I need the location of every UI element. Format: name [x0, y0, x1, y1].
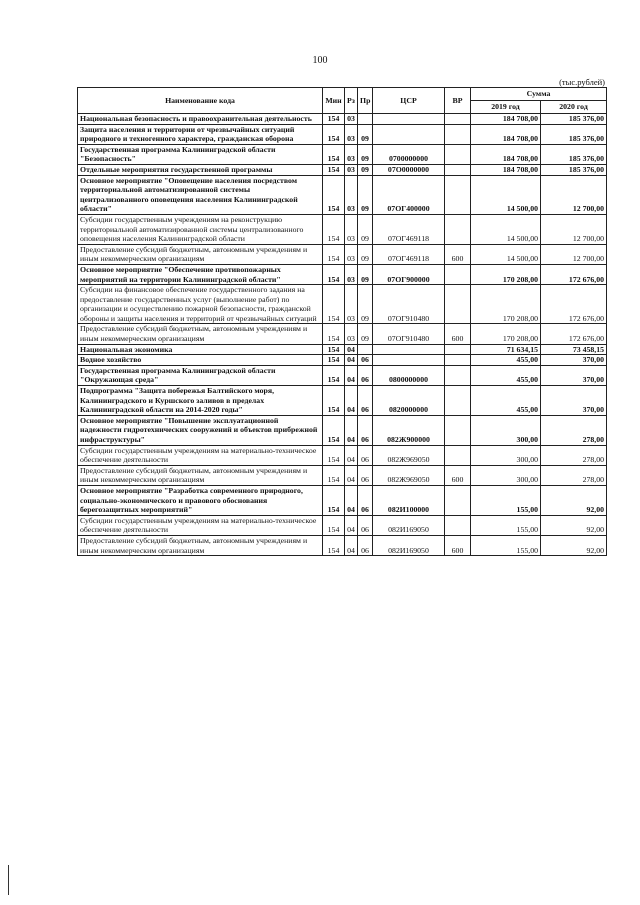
cell-csr: 0820000000 [373, 386, 445, 416]
cell-vr [445, 285, 471, 324]
cell-name: Подпрограмма "Защита побережья Балтийского моря, Калининградского и Куршского заливов в пределах Калининградской области на 2014-2020 годы" [78, 386, 323, 416]
cell-min: 154 [323, 144, 345, 164]
cell-v2019: 455,00 [471, 355, 541, 366]
cell-v2019: 184 708,00 [471, 124, 541, 144]
cell-rz: 03 [345, 324, 358, 344]
cell-vr [445, 175, 471, 214]
cell-csr: 07ОГ469118 [373, 214, 445, 244]
cell-csr: 0800000000 [373, 365, 445, 385]
cell-vr [445, 365, 471, 385]
cell-pr [358, 114, 373, 125]
cell-pr: 06 [358, 355, 373, 366]
cell-vr [445, 214, 471, 244]
cell-rz: 04 [345, 415, 358, 445]
cell-pr: 06 [358, 365, 373, 385]
cell-vr: 600 [445, 244, 471, 264]
cell-v2019: 170 208,00 [471, 264, 541, 284]
table-body [78, 114, 607, 556]
header-rz: Рз [345, 88, 358, 114]
cell-name: Национальная экономика [78, 344, 323, 355]
cell-vr [445, 164, 471, 175]
cell-vr [445, 485, 471, 515]
cell-vr [445, 114, 471, 125]
header-2020: 2020 год [541, 101, 607, 114]
cell-v2020: 370,00 [541, 365, 607, 385]
cell-v2020: 92,00 [541, 485, 607, 515]
cell-rz: 03 [345, 264, 358, 284]
table-row [78, 144, 607, 164]
cell-pr: 06 [358, 415, 373, 445]
cell-v2019: 170 208,00 [471, 285, 541, 324]
cell-rz: 03 [345, 124, 358, 144]
table-row [78, 535, 607, 555]
cell-rz: 03 [345, 214, 358, 244]
cell-min: 154 [323, 114, 345, 125]
table-row [78, 445, 607, 465]
table-row [78, 465, 607, 485]
cell-csr: 082Ж969050 [373, 465, 445, 485]
cell-csr: 07ОГ910480 [373, 324, 445, 344]
cell-csr [373, 114, 445, 125]
cell-rz: 03 [345, 244, 358, 264]
cell-v2019: 155,00 [471, 515, 541, 535]
cell-min: 154 [323, 386, 345, 416]
cell-min: 154 [323, 445, 345, 465]
header-vr: ВР [445, 88, 471, 114]
cell-v2020: 172 676,00 [541, 324, 607, 344]
cell-rz: 04 [345, 485, 358, 515]
cell-v2019: 170 208,00 [471, 324, 541, 344]
cell-v2020: 92,00 [541, 515, 607, 535]
cell-name: Субсидии государственным учреждениям на материально-техническое обеспечение деятельности [78, 445, 323, 465]
cell-pr: 06 [358, 445, 373, 465]
cell-name: Предоставление субсидий бюджетным, автономным учреждениям и иным некоммерческим организациям [78, 535, 323, 555]
cell-v2019: 14 500,00 [471, 175, 541, 214]
table-row [78, 124, 607, 144]
cell-min: 154 [323, 124, 345, 144]
cell-vr [445, 124, 471, 144]
cell-name: Основное мероприятие "Разработка современного природного, социально-экономического и правового обоснования берегозащитных мероприятий" [78, 485, 323, 515]
cell-rz: 04 [345, 355, 358, 366]
cell-v2020: 185 376,00 [541, 114, 607, 125]
cell-v2020: 73 458,15 [541, 344, 607, 355]
cell-min: 154 [323, 365, 345, 385]
cell-v2020: 370,00 [541, 386, 607, 416]
cell-pr: 06 [358, 465, 373, 485]
cell-min: 154 [323, 244, 345, 264]
table-row [78, 114, 607, 125]
cell-pr: 09 [358, 164, 373, 175]
cell-vr [445, 415, 471, 445]
cell-v2020: 278,00 [541, 465, 607, 485]
cell-v2019: 300,00 [471, 415, 541, 445]
table-row [78, 386, 607, 416]
cell-rz: 04 [345, 515, 358, 535]
cell-v2020: 185 376,00 [541, 124, 607, 144]
cell-csr: 082И169050 [373, 515, 445, 535]
cell-min: 154 [323, 485, 345, 515]
cell-min: 154 [323, 515, 345, 535]
cell-v2019: 300,00 [471, 445, 541, 465]
cell-v2019: 300,00 [471, 465, 541, 485]
table-row [78, 365, 607, 385]
table-header [78, 88, 607, 114]
cell-csr: 07ОГ910480 [373, 285, 445, 324]
cell-pr: 09 [358, 285, 373, 324]
cell-pr: 06 [358, 535, 373, 555]
cell-min: 154 [323, 415, 345, 445]
table-row [78, 214, 607, 244]
cell-v2020: 172 676,00 [541, 285, 607, 324]
cell-v2020: 278,00 [541, 445, 607, 465]
cell-min: 154 [323, 324, 345, 344]
cell-csr: 082Ж900000 [373, 415, 445, 445]
cell-min: 154 [323, 214, 345, 244]
cell-v2019: 455,00 [471, 386, 541, 416]
cell-rz: 03 [345, 164, 358, 175]
cell-csr [373, 344, 445, 355]
cell-name: Защита населения и территории от чрезвычайных ситуаций природного и техногенного характера, гражданская оборона [78, 124, 323, 144]
cell-csr: 0700000000 [373, 144, 445, 164]
cell-name: Основное мероприятие "Обеспечение противопожарных мероприятий на территории Калининградской области" [78, 264, 323, 284]
cell-csr: 07ОГ900000 [373, 264, 445, 284]
page-number: 100 [312, 55, 328, 66]
cell-min: 154 [323, 465, 345, 485]
table-row [78, 485, 607, 515]
cell-v2020: 92,00 [541, 535, 607, 555]
table-row [78, 344, 607, 355]
cell-v2019: 184 708,00 [471, 114, 541, 125]
cell-vr [445, 344, 471, 355]
cell-name: Отдельные мероприятия государственной программы [78, 164, 323, 175]
cell-rz: 03 [345, 144, 358, 164]
cell-name: Государственная программа Калининградской области "Окружающая среда" [78, 365, 323, 385]
cell-vr [445, 144, 471, 164]
cell-pr: 09 [358, 214, 373, 244]
cell-name: Предоставление субсидий бюджетным, автономным учреждениям и иным некоммерческим организациям [78, 324, 323, 344]
cell-name: Основное мероприятие "Повышение эксплуатационной надежности гидротехнических сооружений и объектов прибрежной инфраструктуры" [78, 415, 323, 445]
cell-pr [358, 344, 373, 355]
cell-name: Субсидии государственным учреждениям на реконструкцию территориальной автоматизированной системы централизованного оповещения населения Калининградской области [78, 214, 323, 244]
cell-v2020: 185 376,00 [541, 144, 607, 164]
table-row [78, 415, 607, 445]
header-min: Мин [323, 88, 345, 114]
cell-name: Предоставление субсидий бюджетным, автономным учреждениям и иным некоммерческим организациям [78, 465, 323, 485]
cell-rz: 04 [345, 344, 358, 355]
cell-v2019: 155,00 [471, 485, 541, 515]
cell-csr [373, 355, 445, 366]
cell-min: 154 [323, 285, 345, 324]
cell-vr: 600 [445, 535, 471, 555]
cell-min: 154 [323, 535, 345, 555]
table-row [78, 264, 607, 284]
cell-csr: 07О0000000 [373, 164, 445, 175]
cell-vr [445, 515, 471, 535]
cell-csr: 07ОГ400000 [373, 175, 445, 214]
cell-v2020: 185 376,00 [541, 164, 607, 175]
cell-v2019: 155,00 [471, 535, 541, 555]
cell-vr: 600 [445, 465, 471, 485]
cell-v2020: 370,00 [541, 355, 607, 366]
cell-vr [445, 355, 471, 366]
table-row [78, 355, 607, 366]
cell-v2019: 14 500,00 [471, 214, 541, 244]
cell-vr [445, 445, 471, 465]
cell-v2020: 12 700,00 [541, 244, 607, 264]
cell-v2019: 14 500,00 [471, 244, 541, 264]
cell-pr: 09 [358, 264, 373, 284]
cell-csr: 082И100000 [373, 485, 445, 515]
cell-csr [373, 124, 445, 144]
cell-rz: 04 [345, 535, 358, 555]
table-row [78, 164, 607, 175]
cell-v2019: 184 708,00 [471, 144, 541, 164]
cell-v2020: 278,00 [541, 415, 607, 445]
cell-rz: 03 [345, 175, 358, 214]
cell-v2019: 71 634,15 [471, 344, 541, 355]
cell-pr: 09 [358, 124, 373, 144]
cell-pr: 06 [358, 485, 373, 515]
cell-pr: 06 [358, 386, 373, 416]
cell-pr: 09 [358, 144, 373, 164]
header-2019: 2019 год [471, 101, 541, 114]
cell-csr: 082Ж969050 [373, 445, 445, 465]
header-sum: Сумма [471, 88, 607, 101]
cell-min: 154 [323, 175, 345, 214]
cell-min: 154 [323, 264, 345, 284]
cell-v2019: 184 708,00 [471, 164, 541, 175]
cell-vr [445, 386, 471, 416]
header-csr: ЦСР [373, 88, 445, 114]
cell-rz: 04 [345, 465, 358, 485]
cell-csr: 07ОГ469118 [373, 244, 445, 264]
cell-name: Субсидии на финансовое обеспечение государственного задания на предоставление государственных услуг (выполнение работ) по организации и осуществлению пожарной безопасности, гражданской обороны и защиты населения и территорий от чрезвычайных ситуаций [78, 285, 323, 324]
cell-rz: 03 [345, 114, 358, 125]
cell-name: Государственная программа Калининградской области "Безопасность" [78, 144, 323, 164]
margin-mark [8, 865, 9, 895]
header-name: Наименование кода [78, 88, 323, 114]
table-row [78, 285, 607, 324]
cell-pr: 09 [358, 324, 373, 344]
cell-vr: 600 [445, 324, 471, 344]
cell-csr: 082И169050 [373, 535, 445, 555]
cell-v2019: 455,00 [471, 365, 541, 385]
budget-table [77, 87, 607, 556]
cell-name: Предоставление субсидий бюджетным, автономным учреждениям и иным некоммерческим организациям [78, 244, 323, 264]
cell-name: Основное мероприятие "Оповещение населения посредством территориальной автоматизированной системы централизованного оповещения населения Калининградской области" [78, 175, 323, 214]
header-pr: Пр [358, 88, 373, 114]
cell-name: Субсидии государственным учреждениям на материально-техническое обеспечение деятельности [78, 515, 323, 535]
table-row [78, 244, 607, 264]
units-label: (тыс.рублей) [559, 77, 605, 87]
cell-min: 154 [323, 164, 345, 175]
table-row [78, 175, 607, 214]
cell-pr: 09 [358, 175, 373, 214]
cell-v2020: 12 700,00 [541, 175, 607, 214]
cell-vr [445, 264, 471, 284]
table-row [78, 324, 607, 344]
cell-pr: 06 [358, 515, 373, 535]
cell-v2020: 12 700,00 [541, 214, 607, 244]
cell-v2020: 172 676,00 [541, 264, 607, 284]
cell-name: Водное хозяйство [78, 355, 323, 366]
cell-rz: 04 [345, 445, 358, 465]
cell-rz: 03 [345, 285, 358, 324]
cell-rz: 04 [345, 365, 358, 385]
cell-rz: 04 [345, 386, 358, 416]
cell-name: Национальная безопасность и правоохранительная деятельность [78, 114, 323, 125]
cell-min: 154 [323, 355, 345, 366]
table-row [78, 515, 607, 535]
cell-pr: 09 [358, 244, 373, 264]
cell-min: 154 [323, 344, 345, 355]
